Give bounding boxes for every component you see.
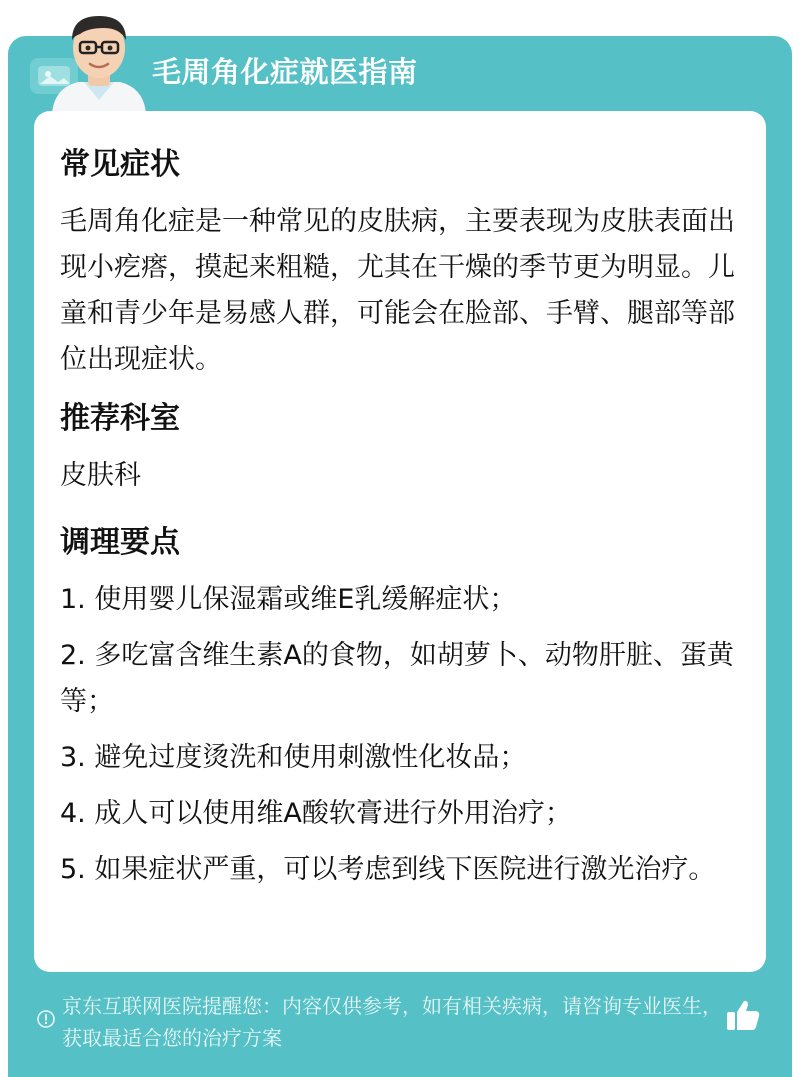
info-icon: [36, 1009, 56, 1029]
symptoms-title: 常见症状: [60, 147, 180, 182]
care-title: 调理要点: [60, 525, 180, 560]
page-title: 毛周角化症就医指南: [152, 55, 418, 89]
care-item-5: 5. 如果症状严重，可以考虑到线下医院进行激光治疗。: [60, 854, 716, 885]
disclaimer: 京东互联网医院提醒您：内容仅供参考，如有相关疾病，请咨询专业医生，获取最适合您的治疗方案: [62, 994, 722, 1050]
care-item-1: 1. 使用婴儿保湿霜或维E乳缓解症状；: [60, 584, 517, 615]
symptoms-text: 毛周角化症是一种常见的皮肤病，主要表现为皮肤表面出现小疙瘩，摸起来粗糙，尤其在干燥的季节更为明显。儿童和青少年是易感人群，可能会在脸部、手臂、腿部等部位出现症状。: [60, 206, 735, 375]
care-item-2: 2. 多吃富含维生素A的食物，如胡萝卜、动物肝脏、蛋黄等；: [60, 640, 734, 717]
department-text: 皮肤科: [60, 460, 141, 491]
department-title: 推荐科室: [60, 401, 180, 436]
doctor-avatar-icon: [44, 6, 154, 114]
care-item-3: 3. 避免过度烫洗和使用刺激性化妆品；: [60, 742, 527, 773]
content-panel: [34, 111, 766, 972]
thumbs-up-icon[interactable]: [724, 996, 762, 1034]
care-item-4: 4. 成人可以使用维A酸软膏进行外用治疗；: [60, 798, 572, 829]
